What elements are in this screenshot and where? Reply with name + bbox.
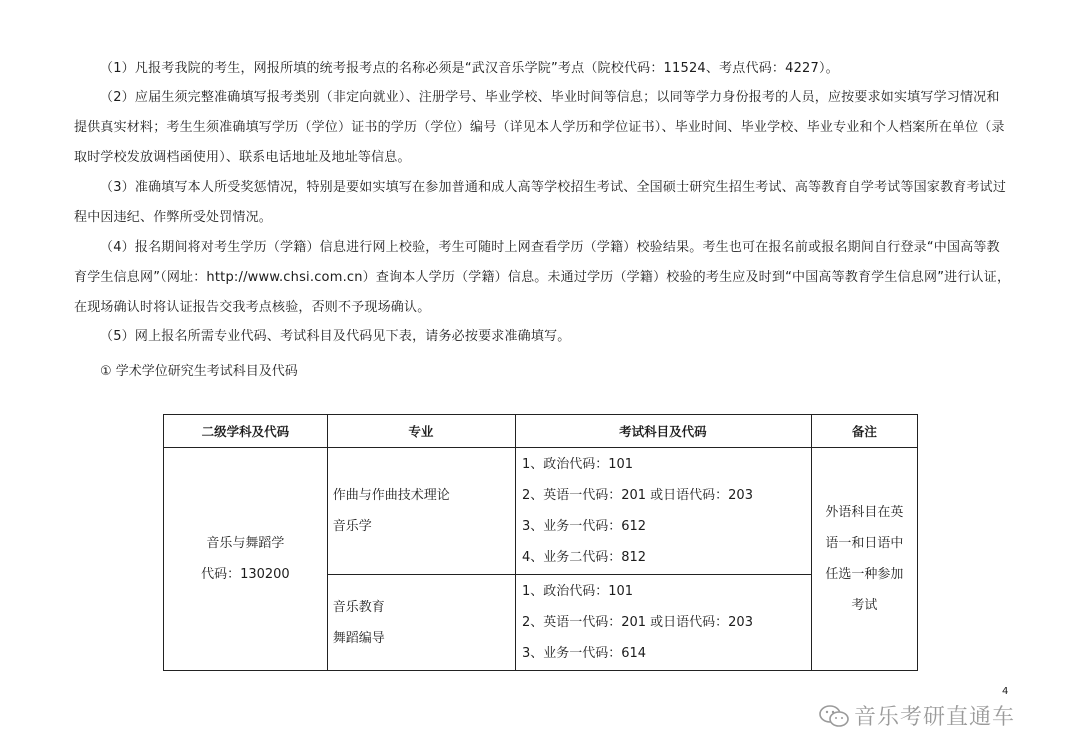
wechat-logo-icon [818,704,850,728]
major-cell [327,448,515,575]
subject-item: 2、英语一代码：201 或日语代码：203 [521,488,753,503]
subjects-cell [515,575,811,671]
major-item: 音乐学 [332,519,372,534]
header-subjects: 考试科目及代码 [515,415,811,448]
page-number: 4 [1002,686,1009,697]
discipline-code: 代码：130200 [201,567,290,582]
major-item: 音乐教育 [332,599,385,615]
subject-item: 2、英语一代码：201 或日语代码：203 [521,615,753,630]
remark-line: 外语科目在英 [825,505,904,520]
table-header-row [164,415,918,448]
paragraph-5: （5）网上报名所需专业代码、考试科目及代码见下表，请务必按要求准确填写。 [100,329,571,344]
discipline-name: 音乐与舞蹈学 [206,536,285,551]
subject-item: 3、业务一代码：614 [521,646,647,661]
header-discipline: 二级学科及代码 [164,415,328,448]
subject-item: 1、政治代码：101 [521,457,634,472]
paragraph-4: （4）报名期间将对考生学历（学籍）信息进行网上校验，考生可随时上网查看学历（学籍）校验结果。考生也可在报名前或报名期间自行登录“中国高等教育学生信息网”（网址：http://www.chsi.com.cn）查询本人学历（学籍）信息。未通过学历（学籍）校验的考生应及时到“中国高等教育学生信息网”进行认证，在现场确认时将认证报告交我考点核验，否则不予现场确认。 [74,240,1011,315]
subject-item: 1、政治代码：101 [521,584,634,599]
remark-line: 考试 [851,598,878,613]
header-major: 专业 [327,415,515,448]
remark-line: 语一和日语中 [825,536,904,551]
subject-item: 3、业务一代码：612 [521,519,647,534]
remark-line: 任选一种参加 [825,567,904,582]
exam-subjects-table [163,414,918,671]
header-remarks: 备注 [811,415,917,448]
section-subheading: ① 学术学位研究生考试科目及代码 [100,364,298,379]
table-row [164,448,918,575]
subjects-cell [515,448,811,575]
discipline-cell [164,448,328,671]
subject-item: 4、业务二代码：812 [521,550,647,565]
paragraph-2: （2）应届生须完整准确填写报考类别（非定向就业）、注册学号、毕业学校、毕业时间等信息；以同等学力身份报考的人员，应按要求如实填写学习情况和提供真实材料；考生生须准确填写学历（学位）证书的学历（学位）编号（详见本人学历和学位证书）、毕业时间、毕业学校、毕业专业和个人档案所在单位（录取时学校发放调档函使用）、联系电话地址及地址等信息。 [74,90,1005,165]
paragraph-3: （3）准确填写本人所受奖惩情况，特别是要如实填写在参加普通和成人高等学校招生考试、全国硕士研究生招生考试、高等教育自学考试等国家教育考试过程中因违纪、作弊所受处罚情况。 [74,180,1007,225]
paragraph-1: （1）凡报考我院的考生，网报所填的统考报考点的名称必须是“武汉音乐学院”考点（院校代码：11524、考点代码：4227）。 [100,61,839,76]
remark-cell [811,448,917,671]
major-item: 作曲与作曲技术理论 [332,488,450,503]
watermark-text: 音乐考研直通车 [854,705,1016,730]
watermark [818,700,1015,731]
major-cell [327,575,515,671]
major-item: 舞蹈编导 [332,630,385,646]
